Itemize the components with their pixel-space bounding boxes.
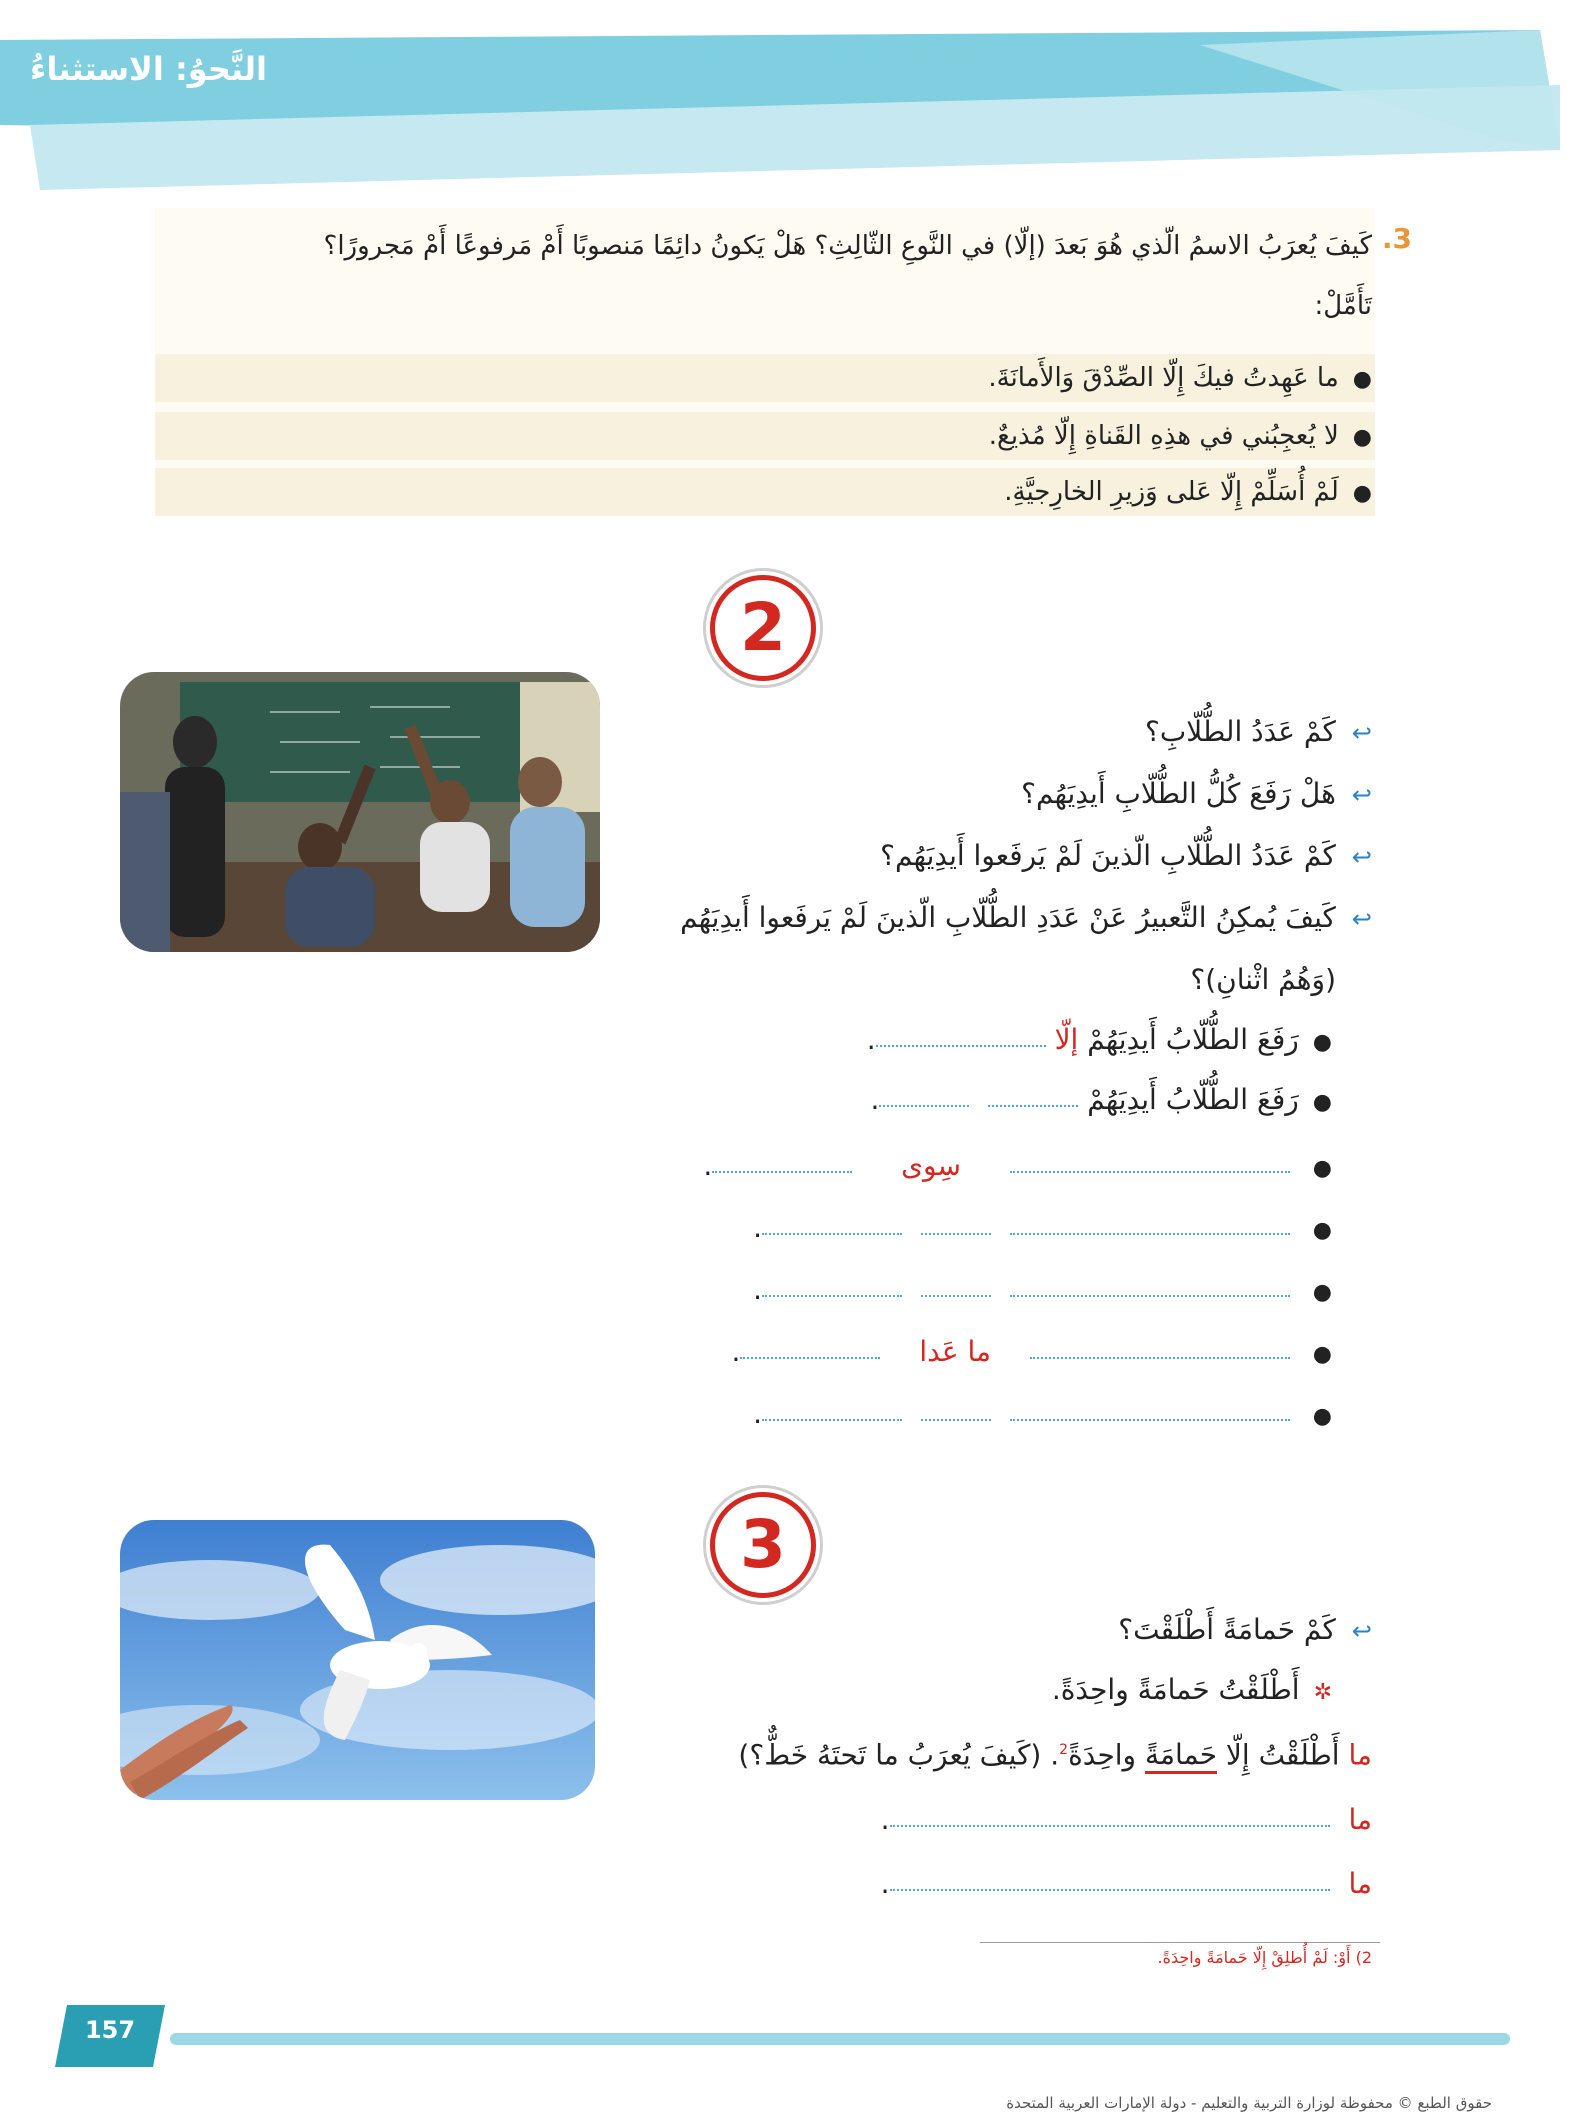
example-item xyxy=(988,358,1372,400)
sentence-tail: واحِدَةً xyxy=(1068,1738,1145,1772)
example-text: ما عَهِدتُ فيكَ إِلّا الصِّدْقَ وَالأَمانَةَ. xyxy=(988,363,1339,393)
answer-blank[interactable] xyxy=(1010,1161,1290,1173)
footnote-mark: 2 xyxy=(1059,1742,1069,1758)
section-number-2: 2 xyxy=(710,575,816,681)
answer-blank[interactable] xyxy=(1030,1347,1290,1359)
answer-blank[interactable] xyxy=(921,1223,991,1235)
question-text: كَمْ حَمامَةً أَطْلَقْتَ؟ xyxy=(1118,1613,1336,1646)
page-title: النَّحوُ: الاستثناءُ xyxy=(30,50,267,88)
fill-row xyxy=(871,1078,1332,1125)
question-text: كَيفَ يُمكِنُ التَّعبيرُ عَنْ عَدَدِ الطُّلّابِ الّذينَ لَمْ يَرفَعوا أَيدِيَهُم xyxy=(680,901,1336,934)
answer-blank[interactable] xyxy=(921,1409,991,1421)
fill-row xyxy=(753,1206,1332,1253)
answer-text: أَطْلَقْتُ حَمامَةً واحِدَةً. xyxy=(1051,1673,1300,1706)
fill-end: . xyxy=(870,1083,880,1116)
question-text: هَلْ رَفَعَ كُلُّ الطُّلّابِ أَيدِيَهُم؟ xyxy=(1021,777,1336,810)
fill-end: . xyxy=(880,1803,890,1836)
bullet-icon: ● xyxy=(1352,367,1372,392)
sentence-question: . (كَيفَ يُعرَبُ ما تَحتَهُ خَطٌّ؟) xyxy=(738,1738,1060,1772)
answer-blank[interactable] xyxy=(890,1815,1330,1827)
answer-blank[interactable] xyxy=(879,1095,969,1107)
question-text: كَمْ عَدَدُ الطُّلّابِ؟ xyxy=(1145,715,1336,748)
page-bar xyxy=(170,2033,1510,2045)
bullet-icon: ● xyxy=(1312,1404,1332,1429)
question-continued: (وَهُمُ اثْنانِ)؟ xyxy=(1190,963,1336,996)
answer-blank[interactable] xyxy=(890,1879,1330,1891)
dove-image xyxy=(120,1520,595,1800)
answer-blank[interactable] xyxy=(1010,1285,1290,1297)
section-number-3: 3 xyxy=(710,1492,816,1598)
answer-blank[interactable] xyxy=(876,1035,1046,1047)
fill-prefix: رَفَعَ الطُّلّابُ أَيدِيَهُمْ xyxy=(1087,1083,1299,1116)
underlined-word: حَمامَةً xyxy=(1145,1738,1217,1774)
dove-photo xyxy=(120,1520,595,1800)
fill-row xyxy=(753,1392,1332,1439)
bullet-icon: ● xyxy=(1312,1342,1332,1367)
bullet-icon: ● xyxy=(1312,1218,1332,1243)
question-item xyxy=(1021,772,1372,817)
example-item xyxy=(989,416,1372,458)
bullet-icon: ● xyxy=(1312,1030,1332,1055)
fill-prefix: رَفَعَ الطُّلّابُ أَيدِيَهُمْ xyxy=(1087,1023,1299,1056)
fill-end: . xyxy=(753,1273,763,1306)
lead-word: ما xyxy=(1348,1867,1372,1900)
question-item xyxy=(1118,1608,1372,1653)
curved-arrow-icon: ↩ xyxy=(1351,843,1372,871)
bullet-icon: ● xyxy=(1312,1156,1332,1181)
fill-end: . xyxy=(753,1397,763,1430)
fill-row xyxy=(881,1798,1372,1842)
answer-blank[interactable] xyxy=(1010,1223,1290,1235)
fill-row xyxy=(703,1144,1332,1191)
fill-row xyxy=(732,1330,1332,1377)
question-prompt: تَأَمَّلْ: xyxy=(1314,291,1372,321)
question-item xyxy=(1145,710,1372,755)
question-number: 3. xyxy=(1381,222,1412,255)
fill-row xyxy=(867,1018,1332,1065)
fill-end: . xyxy=(753,1211,763,1244)
page-number: 157 xyxy=(84,2016,136,2044)
answer-blank[interactable] xyxy=(740,1347,880,1359)
sentence-body: أَطْلَقْتُ إِلّا xyxy=(1217,1738,1349,1772)
answer-blank[interactable] xyxy=(762,1223,902,1235)
curved-arrow-icon: ↩ xyxy=(1351,905,1372,933)
star-icon: ✲ xyxy=(1313,1680,1332,1705)
bullet-icon: ● xyxy=(1352,425,1372,450)
exception-keyword: ما عَدا xyxy=(919,1335,991,1368)
copyright: حقوق الطبع © محفوظة لوزارة التربية والتعليم - دولة الإمارات العربية المتحدة xyxy=(1006,2094,1492,2112)
footnote: 2) أَوْ: لَمْ أُطلِقْ إِلّا حَمامَةً واحِدَةً. xyxy=(1157,1948,1372,1967)
lead-word: ما xyxy=(1348,1738,1372,1772)
exception-sentence xyxy=(738,1728,1372,1777)
example-item xyxy=(1004,472,1372,514)
question-text: كَمْ عَدَدُ الطُّلّابِ الّذينَ لَمْ يَرفَعوا أَيدِيَهُم؟ xyxy=(880,839,1336,872)
example-text: لَمْ أُسَلِّمْ إِلّا عَلى وَزيرِ الخارِجيَّةِ. xyxy=(1004,477,1339,507)
curved-arrow-icon: ↩ xyxy=(1351,1617,1372,1645)
fill-row xyxy=(753,1268,1332,1315)
classroom-image xyxy=(120,672,600,952)
question-item xyxy=(680,896,1372,941)
lead-word: ما xyxy=(1348,1803,1372,1836)
bullet-icon: ● xyxy=(1312,1090,1332,1115)
question-text: كَيفَ يُعرَبُ الاسمُ الّذي هُوَ بَعدَ (إلّا) في النَّوعِ الثّالِثِ؟ هَلْ يَكونُ دائِمًا مَنصوبًا أَمْ مَرفوعًا أَمْ مَجرورًا؟ xyxy=(323,231,1372,261)
bullet-icon: ● xyxy=(1352,481,1372,506)
answer-item xyxy=(1052,1668,1332,1715)
classroom-photo xyxy=(120,672,600,952)
exception-keyword: إلّا xyxy=(1054,1023,1079,1056)
fill-row xyxy=(881,1862,1372,1906)
fill-end: . xyxy=(880,1867,890,1900)
answer-blank[interactable] xyxy=(988,1095,1078,1107)
curved-arrow-icon: ↩ xyxy=(1351,781,1372,809)
answer-blank[interactable] xyxy=(762,1285,902,1297)
fill-end: . xyxy=(731,1335,741,1368)
bullet-icon: ● xyxy=(1312,1280,1332,1305)
answer-blank[interactable] xyxy=(1010,1409,1290,1421)
answer-blank[interactable] xyxy=(762,1409,902,1421)
fill-end: . xyxy=(703,1149,713,1182)
question-item xyxy=(880,834,1372,879)
example-text: لا يُعجِبُني في هذِهِ القَناةِ إِلّا مُذيعٌ. xyxy=(988,421,1339,451)
answer-blank[interactable] xyxy=(921,1285,991,1297)
exception-keyword: سِوى xyxy=(901,1149,961,1182)
fill-end: . xyxy=(866,1023,876,1056)
answer-blank[interactable] xyxy=(712,1161,852,1173)
footnote-divider xyxy=(980,1942,1380,1943)
curved-arrow-icon: ↩ xyxy=(1351,719,1372,747)
